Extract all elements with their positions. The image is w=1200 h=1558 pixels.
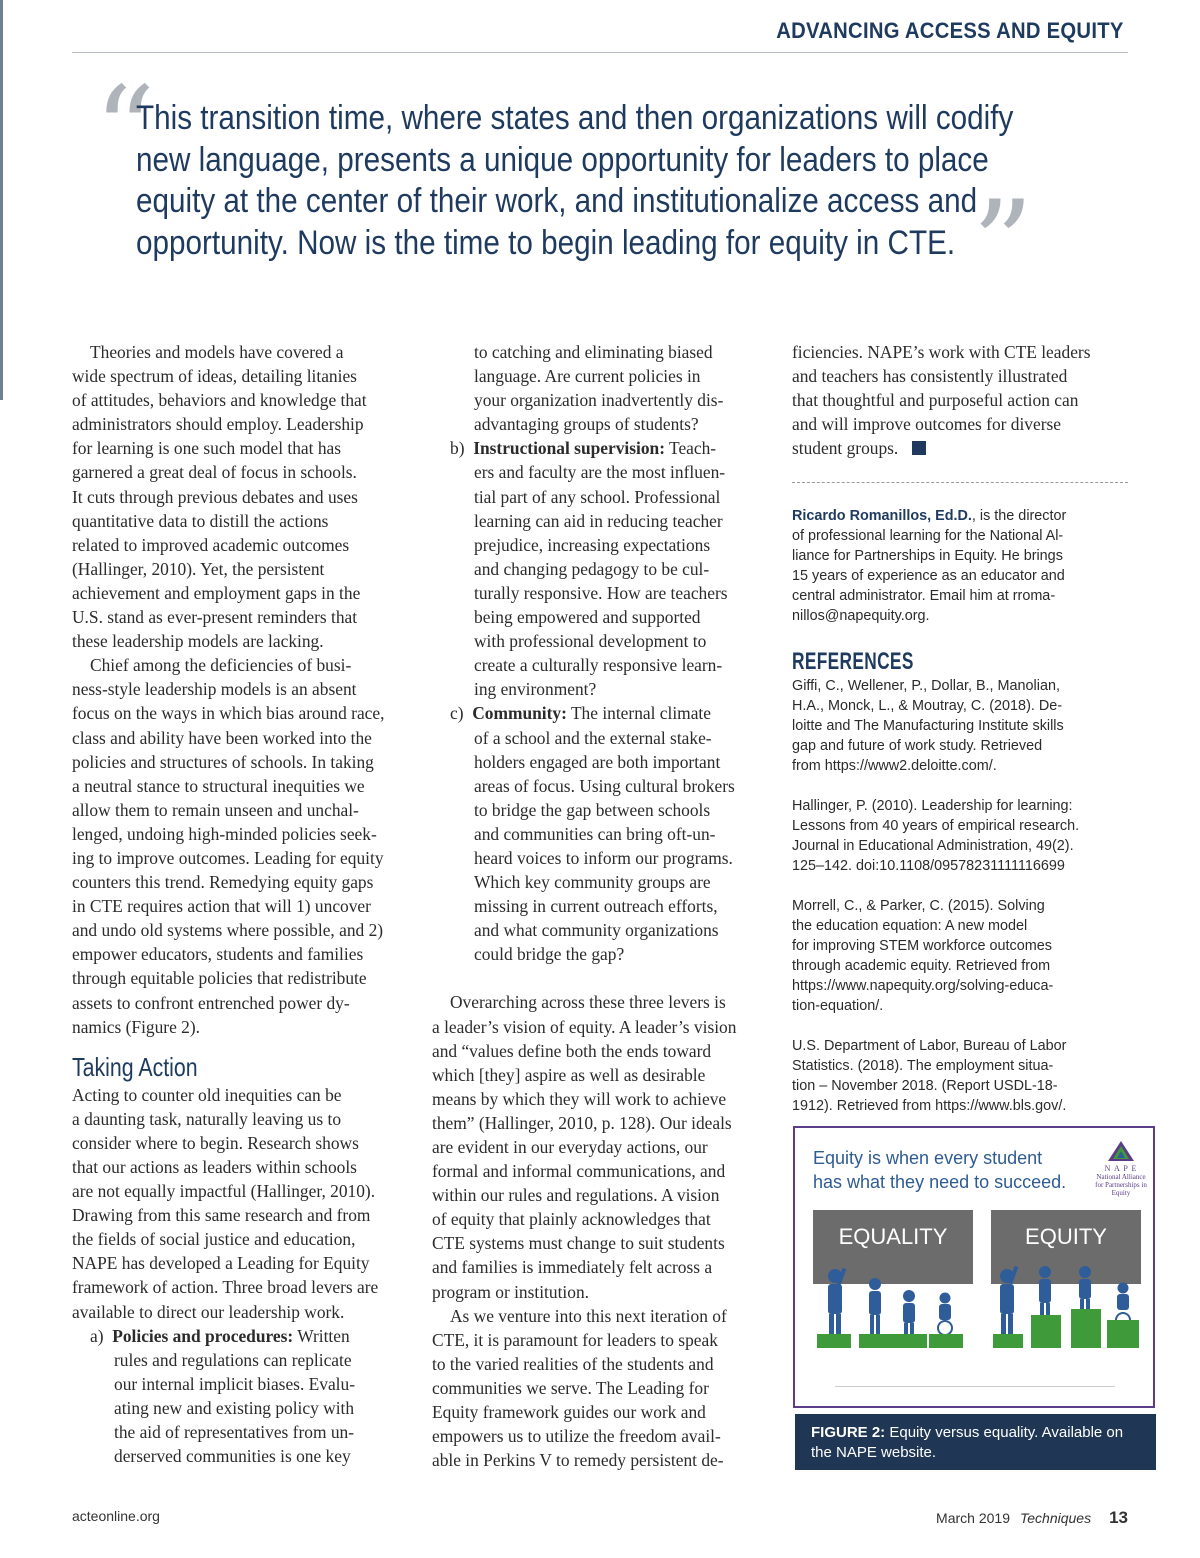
references-heading: REFERENCES [792, 648, 914, 675]
equality-board: EQUALITY [813, 1210, 973, 1284]
text-line: It cuts through previous debates and uses [72, 486, 358, 507]
text-line: the aid of representatives from un- [114, 1422, 354, 1443]
text-line: of equity that plainly acknowledges that [432, 1209, 711, 1230]
lever-title: Policies and procedures: [112, 1325, 294, 1346]
text-line: available to direct our leadership work. [72, 1301, 345, 1322]
paragraph [72, 1083, 412, 1324]
text-line: and will improve outcomes for diverse [792, 414, 1062, 435]
close-quote-mark: ” [972, 176, 1034, 315]
text-line: a daunting task, naturally leaving us to [72, 1108, 342, 1129]
text-line: our internal implicit biases. Evalu- [114, 1373, 355, 1394]
reference-line: https://www.napequity.org/solving-educa- [792, 978, 1054, 994]
figure-headline-line: Equity is when every student [813, 1148, 1043, 1168]
text-line: consider where to begin. Research shows [72, 1132, 359, 1153]
text-line: As we venture into this next iteration of [450, 1305, 727, 1326]
lever-marker: a) [90, 1325, 104, 1346]
text-line: namics (Figure 2). [72, 1016, 200, 1037]
bio-text: , is the director [971, 508, 1067, 524]
text-line: within our rules and regulations. A vision [432, 1185, 720, 1206]
text-line: heard voices to inform our programs. [474, 847, 733, 868]
reference-line: Morrell, C., & Parker, C. (2015). Solving [792, 898, 1045, 914]
text-line: holders engaged are both important [474, 751, 721, 772]
reference-line: through academic equity. Retrieved from [792, 958, 1051, 974]
nape-logo-icon [1107, 1140, 1135, 1162]
text-line: ing to improve outcomes. Leading for equity [72, 847, 384, 868]
text-line: and changing pedagogy to be cul- [474, 558, 710, 579]
text-line: Which key community groups are [474, 872, 711, 893]
text-line: means by which they will work to achieve [432, 1088, 727, 1109]
text-line: garnered a great deal of focus in schools. [72, 462, 357, 483]
text-line: which [they] aspire as well as desirable [432, 1064, 706, 1085]
text-line: for learning is one such model that has [72, 438, 342, 459]
pull-quote-line: equity at the center of their work, and institutionalize access and [136, 182, 978, 220]
author-name: Ricardo Romanillos, Ed.D. [792, 508, 972, 524]
text-line: that our actions as leaders within schools [72, 1157, 357, 1177]
figure-caption [795, 1414, 1156, 1470]
caption-line: the NAPE website. [811, 1444, 937, 1461]
text-line: missing in current outreach efforts, [474, 896, 718, 917]
text-line: them” (Hallinger, 2010, p. 128). Our ideals [432, 1112, 732, 1133]
text-line: and “values define both the ends toward [432, 1040, 712, 1061]
reference-line: Statistics. (2018). The employment situa- [792, 1058, 1054, 1074]
lever-first-line [432, 436, 772, 460]
reference-entry [792, 1036, 1137, 1116]
reference-line: Hallinger, P. (2010). Leadership for learning: [792, 798, 1073, 814]
text-line: through equitable policies that redistribute [72, 968, 367, 989]
text-line: Chief among the deficiencies of busi- [90, 655, 352, 676]
text-line: ing environment? [474, 679, 597, 700]
text-line: CTE, it is paramount for leaders to speak [432, 1329, 718, 1350]
reference-line: the education equation: A new model [792, 918, 1028, 934]
text-line: are evident in our everyday actions, our [432, 1137, 708, 1157]
text-line: could bridge the gap? [474, 944, 625, 965]
text-line: policies and structures of schools. In taking [72, 751, 374, 772]
footer-date: March 2019 [936, 1510, 1010, 1526]
text-line: and what community organizations [474, 920, 719, 941]
students-illustration [795, 1258, 1152, 1368]
lever-first-line [432, 701, 772, 725]
text-line: turally responsive. How are teachers [474, 582, 728, 603]
text-line: ers and faculty are the most influen- [474, 462, 726, 483]
figure-headline [813, 1146, 1066, 1194]
lever-text: Teach- [665, 438, 717, 459]
text-line: Acting to counter old inequities can be [72, 1084, 342, 1105]
reference-line: H.A., Monck, L., & Moutray, C. (2018). De- [792, 698, 1063, 714]
nape-logo-text: N A P E [1104, 1164, 1138, 1173]
text-line: framework of action. Three broad levers are [72, 1277, 379, 1298]
text-line: derserved communities is one key [114, 1446, 351, 1467]
text-line: quantitative data to distill the actions [72, 510, 329, 531]
reference-line: Lessons from 40 years of empirical research. [792, 818, 1080, 834]
text-line: learning can aid in reducing teacher [474, 510, 723, 531]
text-line: to the varied realities of the students and [432, 1353, 714, 1374]
text-line: the fields of social justice and education, [72, 1229, 356, 1250]
reference-line: tion-equation/. [792, 998, 884, 1014]
reference-entry [792, 896, 1137, 1016]
caption-line [811, 1423, 1144, 1443]
text-line: these leadership models are lacking. [72, 631, 324, 652]
lever-b [432, 436, 772, 701]
text-line: administrators should employ. Leadership [72, 414, 364, 435]
text-line: U.S. stand as ever-present reminders that [72, 607, 358, 628]
reference-line: U.S. Department of Labor, Bureau of Labor [792, 1038, 1067, 1054]
text-line: create a culturally responsive learn- [474, 655, 723, 676]
paragraph [432, 1304, 772, 1473]
author-bio [792, 506, 1137, 626]
text-line: your organization inadvertently dis- [474, 390, 724, 411]
section-heading: Taking Action [72, 1051, 198, 1082]
text-line: focus on the ways in which bias around race, [72, 703, 385, 724]
open-quote-mark: “ [94, 62, 156, 201]
text-line: in CTE requires action that will 1) uncover [72, 896, 371, 917]
reference-line: Giffi, C., Wellener, P., Dollar, B., Manolian, [792, 678, 1060, 694]
nape-logo-subtitle: National Alliance for Partnerships in Equity [1095, 1173, 1147, 1197]
text-line: CTE systems must change to suit students [432, 1233, 725, 1254]
lever-a [72, 1324, 412, 1469]
lever-c [432, 701, 772, 966]
text-line: ness-style leadership models is an absent [72, 679, 357, 700]
text-line: tial part of any school. Professional [474, 486, 721, 507]
text-line: counters this trend. Remedying equity gaps [72, 872, 374, 893]
header-rule [72, 52, 1128, 53]
lever-a-continued [432, 340, 772, 436]
text-line: lenged, undoing high-minded policies seek- [72, 823, 377, 844]
end-of-article-mark [912, 441, 926, 455]
text-line: achievement and employment gaps in the [72, 582, 361, 603]
text-line: empowers us to utilize the freedom avail- [432, 1426, 721, 1447]
text-line: language. Are current policies in [474, 366, 701, 387]
pull-quote-line: new language, presents a unique opportunity for leaders to place [136, 140, 989, 179]
text-line: of professional learning for the National Al- [792, 528, 1064, 544]
figure-equity-equality [793, 1126, 1155, 1408]
text-line: 15 years of experience as an educator and [792, 568, 1065, 584]
text-line: ating new and existing policy with [114, 1397, 355, 1418]
article-column-3 [792, 340, 1137, 460]
text-line: to catching and eliminating biased [474, 342, 713, 362]
text-line: and families is immediately felt across a [432, 1257, 713, 1278]
lever-body [432, 726, 772, 967]
text-line: ficiencies. NAPE’s work with CTE leaders [792, 342, 1091, 362]
caption-label: FIGURE 2: [811, 1424, 886, 1441]
text-line: central administrator. Email him at rroma- [792, 588, 1056, 604]
text-line: with professional development to [474, 631, 707, 652]
text-line: empower educators, students and families [72, 944, 364, 965]
text-line: Equity framework guides our work and [432, 1402, 706, 1423]
page-number: 13 [1109, 1508, 1128, 1527]
lever-title: Instructional supervision: [473, 438, 666, 459]
lever-marker: c) [450, 703, 464, 724]
lever-text: The internal climate [566, 703, 711, 724]
reference-line: from https://www2.deloitte.com/. [792, 758, 997, 774]
text-line: formal and informal communications, and [432, 1161, 726, 1182]
text-line: allow them to remain unseen and unchal- [72, 799, 359, 820]
text-line: Theories and models have covered a [90, 342, 344, 362]
references-list [792, 676, 1137, 1116]
text-line: are not equally impactful (Hallinger, 2010). [72, 1181, 376, 1202]
footer-magazine: Techniques [1019, 1510, 1092, 1526]
text-line: being empowered and supported [474, 607, 701, 628]
text-line: able in Perkins V to remedy persistent de- [432, 1450, 724, 1471]
equity-board: EQUITY [991, 1210, 1141, 1284]
text-line: nillos@napequity.org. [792, 608, 930, 624]
reference-line: Journal in Educational Administration, 49(2). [792, 838, 1074, 854]
lever-marker: b) [450, 438, 465, 459]
text-line: rules and regulations can replicate [114, 1349, 352, 1370]
reference-line: for improving STEM workforce outcomes [792, 938, 1052, 954]
text-line: and teachers has consistently illustrated [792, 366, 1068, 387]
lever-body [72, 1348, 412, 1468]
lever-body [432, 460, 772, 701]
reference-line: gap and future of work study. Retrieved [792, 738, 1043, 754]
paragraph [72, 340, 412, 653]
article-column-2 [432, 340, 772, 1472]
reference-entry [792, 676, 1137, 776]
text-line: assets to confront entrenched power dy- [72, 992, 350, 1013]
paragraph [792, 340, 1137, 460]
pull-quote-line: opportunity. Now is the time to begin leading for equity in CTE. [136, 223, 956, 262]
reference-line: 125–142. doi:10.1108/09578231111116699 [792, 858, 1065, 874]
bio-divider [792, 482, 1128, 483]
bio-first-line [792, 506, 1137, 526]
text-line: to bridge the gap between schools [474, 799, 711, 820]
footer-site: acteonline.org [72, 1508, 160, 1524]
nape-logo [1095, 1140, 1147, 1197]
pull-quote-line: This transition time, where states and then organizations will codify [136, 99, 1014, 137]
text-line: liance for Partnerships in Equity. He brings [792, 548, 1063, 564]
caption-text: Equity versus equality. Available on [885, 1424, 1124, 1441]
pull-quote [136, 98, 1014, 264]
footer-publication [936, 1508, 1128, 1528]
lever-title: Community: [472, 703, 567, 724]
text-line: that thoughtful and purposeful action can [792, 390, 1079, 411]
text-line: of attitudes, behaviors and knowledge that [72, 390, 367, 411]
article-column-1 [72, 340, 412, 1468]
reference-line: tion – November 2018. (Report USDL-18- [792, 1078, 1058, 1094]
text-line: and communities can bring oft-un- [474, 823, 716, 844]
text-line: (Hallinger, 2010). Yet, the persistent [72, 558, 325, 579]
text-line: related to improved academic outcomes [72, 534, 350, 555]
text-line: and undo old systems where possible, and 2) [72, 920, 384, 941]
text-line: NAPE has developed a Leading for Equity [72, 1253, 370, 1274]
paragraph [432, 990, 772, 1303]
text-line: communities we serve. The Leading for [432, 1377, 709, 1398]
reference-line: 1912). Retrieved from https://www.bls.gov/. [792, 1098, 1067, 1114]
lever-first-line [72, 1324, 412, 1348]
text-line: areas of focus. Using cultural brokers [474, 775, 735, 796]
figure-headline-line: has what they need to succeed. [813, 1172, 1067, 1192]
text-line: prejudice, increasing expectations [474, 534, 711, 555]
reference-entry [792, 796, 1137, 876]
reference-line: loitte and The Manufacturing Institute skills [792, 718, 1064, 734]
figure-footnote-line [835, 1386, 1115, 1387]
paragraph [72, 653, 412, 1039]
text-line: of a school and the external stake- [474, 727, 712, 748]
text-line: wide spectrum of ideas, detailing litanies [72, 366, 357, 387]
text-line: a leader’s vision of equity. A leader’s vision [432, 1016, 737, 1037]
lever-text: Written [293, 1325, 350, 1346]
text-line: a neutral stance to structural inequities we [72, 775, 365, 796]
page-edge-rule [0, 0, 3, 400]
text-line: student groups. [792, 438, 899, 459]
text-line: program or institution. [432, 1281, 589, 1302]
text-line: Drawing from this same research and from [72, 1205, 371, 1226]
text-line: advantaging groups of students? [474, 414, 699, 435]
text-line: Overarching across these three levers is [450, 992, 726, 1013]
section-title: ADVANCING ACCESS AND EQUITY [776, 18, 1124, 43]
text-line: class and ability have been worked into the [72, 727, 372, 748]
